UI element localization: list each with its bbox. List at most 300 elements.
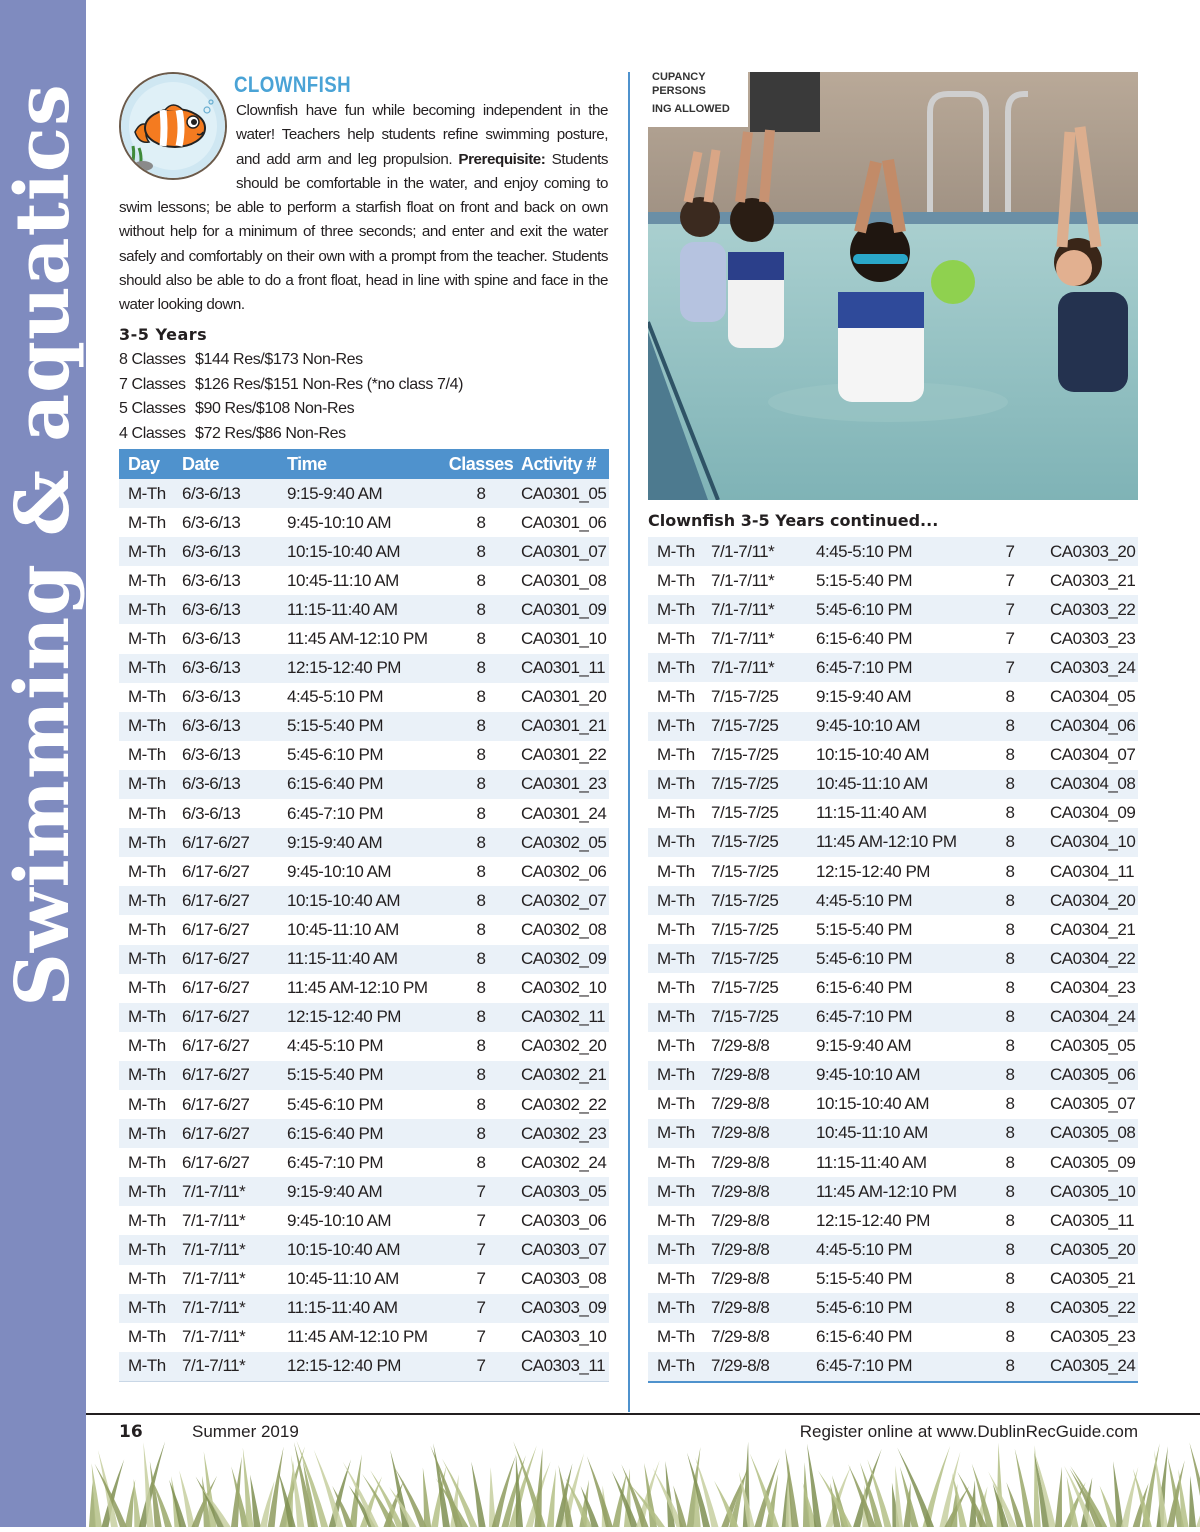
header-classes: Classes — [441, 449, 521, 479]
continued-heading: Clownfish 3-5 Years continued... — [648, 511, 939, 530]
cell-time: 6:15-6:40 PM — [287, 770, 441, 799]
cell-date: 7/1-7/11* — [182, 1323, 287, 1352]
table-row — [648, 1177, 1138, 1206]
cell-classes: 8 — [970, 1032, 1050, 1061]
cell-day: M-Th — [119, 1177, 182, 1206]
cell-time: 10:15-10:40 AM — [287, 886, 441, 915]
footer-rule — [86, 1413, 1200, 1415]
cell-time: 10:45-11:10 AM — [287, 566, 441, 595]
cell-time: 9:45-10:10 AM — [816, 712, 970, 741]
cell-activity: CA0301_10 — [521, 624, 609, 653]
cell-time: 10:45-11:10 AM — [816, 770, 970, 799]
cell-activity: CA0302_08 — [521, 915, 609, 944]
cell-classes: 8 — [970, 1323, 1050, 1352]
cell-date: 6/3-6/13 — [182, 566, 287, 595]
cell-activity: CA0302_24 — [521, 1148, 609, 1177]
cell-activity: CA0301_24 — [521, 799, 609, 828]
cell-activity: CA0301_08 — [521, 566, 609, 595]
cell-date: 7/29-8/8 — [711, 1177, 816, 1206]
cell-day: M-Th — [648, 1003, 711, 1032]
table-row — [119, 945, 609, 974]
cell-activity: CA0302_10 — [521, 974, 609, 1003]
cell-date: 6/17-6/27 — [182, 1061, 287, 1090]
cell-day: M-Th — [119, 1294, 182, 1323]
cell-activity: CA0305_07 — [1050, 1090, 1138, 1119]
class-count: 4 Classes — [119, 424, 186, 442]
table-row — [648, 537, 1138, 566]
cell-day: M-Th — [119, 857, 182, 886]
cell-day: M-Th — [119, 799, 182, 828]
cell-date: 6/17-6/27 — [182, 1003, 287, 1032]
cell-date: 6/17-6/27 — [182, 1032, 287, 1061]
table-row — [648, 1352, 1138, 1382]
cell-time: 11:15-11:40 AM — [287, 595, 441, 624]
cell-activity: CA0305_22 — [1050, 1293, 1138, 1322]
cell-classes: 8 — [970, 857, 1050, 886]
cell-day: M-Th — [119, 683, 182, 712]
class-title: CLOWNFISH — [234, 72, 352, 97]
cell-time: 4:45-5:10 PM — [816, 1235, 970, 1264]
cell-time: 10:15-10:40 AM — [287, 1235, 441, 1264]
cell-day: M-Th — [119, 1003, 182, 1032]
cell-activity: CA0305_05 — [1050, 1032, 1138, 1061]
cell-activity: CA0303_06 — [521, 1206, 609, 1235]
cell-activity: CA0302_09 — [521, 945, 609, 974]
cell-classes: 8 — [441, 566, 521, 595]
cell-date: 7/29-8/8 — [711, 1061, 816, 1090]
cell-activity: CA0303_08 — [521, 1265, 609, 1294]
cell-activity: CA0302_07 — [521, 886, 609, 915]
table-row — [119, 654, 609, 683]
cell-day: M-Th — [648, 1119, 711, 1148]
cell-day: M-Th — [648, 973, 711, 1002]
table-row — [648, 741, 1138, 770]
cell-day: M-Th — [648, 1032, 711, 1061]
table-row — [119, 1090, 609, 1119]
cell-date: 7/15-7/25 — [711, 682, 816, 711]
cell-day: M-Th — [648, 1264, 711, 1293]
cell-time: 12:15-12:40 PM — [816, 1206, 970, 1235]
table-row — [648, 1090, 1138, 1119]
cell-activity: CA0305_06 — [1050, 1061, 1138, 1090]
price: $144 Res/$173 Non-Res — [195, 351, 363, 368]
cell-activity: CA0302_20 — [521, 1032, 609, 1061]
cell-classes: 8 — [441, 712, 521, 741]
sign-line-1: CUPANCY — [652, 72, 706, 83]
cell-time: 11:45 AM-12:10 PM — [287, 624, 441, 653]
cell-time: 9:45-10:10 AM — [287, 857, 441, 886]
table-row — [119, 479, 609, 508]
cell-day: M-Th — [119, 915, 182, 944]
cell-time: 6:45-7:10 PM — [287, 1148, 441, 1177]
cell-day: M-Th — [119, 624, 182, 653]
cell-classes: 8 — [441, 857, 521, 886]
cell-date: 6/3-6/13 — [182, 654, 287, 683]
cell-day: M-Th — [119, 537, 182, 566]
cell-date: 7/29-8/8 — [711, 1323, 816, 1352]
cell-date: 7/1-7/11* — [182, 1265, 287, 1294]
cell-date: 6/3-6/13 — [182, 770, 287, 799]
cell-activity: CA0304_06 — [1050, 712, 1138, 741]
cell-classes: 8 — [970, 1090, 1050, 1119]
cell-activity: CA0302_21 — [521, 1061, 609, 1090]
class-description — [119, 99, 608, 318]
cell-day: M-Th — [648, 857, 711, 886]
cell-time: 10:45-11:10 AM — [816, 1119, 970, 1148]
table-row — [119, 1119, 609, 1148]
cell-date: 7/29-8/8 — [711, 1148, 816, 1177]
cell-day: M-Th — [119, 974, 182, 1003]
cell-activity: CA0301_09 — [521, 595, 609, 624]
cell-date: 7/1-7/11* — [182, 1235, 287, 1264]
cell-classes: 8 — [970, 828, 1050, 857]
cell-date: 6/3-6/13 — [182, 537, 287, 566]
cell-activity: CA0301_21 — [521, 712, 609, 741]
cell-classes: 7 — [970, 595, 1050, 624]
table-row — [648, 828, 1138, 857]
cell-classes: 8 — [441, 1061, 521, 1090]
cell-activity: CA0304_07 — [1050, 741, 1138, 770]
cell-time: 5:15-5:40 PM — [816, 1264, 970, 1293]
cell-day: M-Th — [648, 682, 711, 711]
cell-activity: CA0305_21 — [1050, 1264, 1138, 1293]
table-row — [119, 537, 609, 566]
table-row — [648, 566, 1138, 595]
cell-activity: CA0305_11 — [1050, 1206, 1138, 1235]
cell-day: M-Th — [648, 1090, 711, 1119]
table-row — [648, 1032, 1138, 1061]
cell-classes: 8 — [970, 682, 1050, 711]
cell-activity: CA0301_07 — [521, 537, 609, 566]
cell-date: 6/3-6/13 — [182, 479, 287, 508]
schedule-rows — [648, 537, 1138, 1382]
cell-day: M-Th — [119, 595, 182, 624]
cell-time: 11:45 AM-12:10 PM — [816, 1177, 970, 1206]
pricing-row — [119, 348, 463, 373]
cell-date: 7/15-7/25 — [711, 915, 816, 944]
cell-classes: 7 — [970, 537, 1050, 566]
cell-time: 5:15-5:40 PM — [287, 712, 441, 741]
cell-classes: 8 — [441, 1148, 521, 1177]
cell-activity: CA0305_09 — [1050, 1148, 1138, 1177]
cell-date: 7/29-8/8 — [711, 1119, 816, 1148]
cell-time: 11:15-11:40 AM — [287, 945, 441, 974]
cell-activity: CA0301_11 — [521, 654, 609, 683]
cell-activity: CA0304_11 — [1050, 857, 1138, 886]
cell-time: 6:45-7:10 PM — [816, 1352, 970, 1382]
cell-date: 7/29-8/8 — [711, 1090, 816, 1119]
table-row — [648, 799, 1138, 828]
cell-time: 10:15-10:40 AM — [816, 741, 970, 770]
cell-date: 6/3-6/13 — [182, 683, 287, 712]
cell-date: 7/15-7/25 — [711, 973, 816, 1002]
cell-activity: CA0303_22 — [1050, 595, 1138, 624]
price: $126 Res/$151 Non-Res (*no class 7/4) — [195, 375, 464, 393]
cell-classes: 8 — [441, 624, 521, 653]
cell-date: 7/29-8/8 — [711, 1032, 816, 1061]
cell-day: M-Th — [648, 624, 711, 653]
cell-classes: 8 — [970, 944, 1050, 973]
cell-activity: CA0301_20 — [521, 683, 609, 712]
cell-activity: CA0302_22 — [521, 1090, 609, 1119]
cell-day: M-Th — [119, 566, 182, 595]
cell-date: 6/3-6/13 — [182, 712, 287, 741]
pricing-row — [119, 397, 463, 422]
cell-activity: CA0303_24 — [1050, 653, 1138, 682]
table-row — [119, 1148, 609, 1177]
cell-day: M-Th — [648, 1352, 711, 1382]
grass-decoration — [86, 1440, 1200, 1527]
cell-date: 6/17-6/27 — [182, 1119, 287, 1148]
cell-date: 7/1-7/11* — [711, 566, 816, 595]
cell-activity: CA0302_23 — [521, 1119, 609, 1148]
price: $90 Res/$108 Non-Res — [195, 400, 355, 417]
cell-activity: CA0301_06 — [521, 508, 609, 537]
cell-day: M-Th — [648, 828, 711, 857]
table-row — [119, 1235, 609, 1264]
cell-activity: CA0304_22 — [1050, 944, 1138, 973]
table-row — [648, 1264, 1138, 1293]
table-row — [648, 944, 1138, 973]
cell-activity: CA0303_11 — [521, 1352, 609, 1382]
table-row — [119, 1032, 609, 1061]
cell-time: 11:45 AM-12:10 PM — [287, 1323, 441, 1352]
cell-day: M-Th — [648, 741, 711, 770]
cell-activity: CA0303_23 — [1050, 624, 1138, 653]
table-row — [119, 828, 609, 857]
header-time: Time — [287, 449, 441, 479]
cell-date: 6/17-6/27 — [182, 974, 287, 1003]
cell-time: 5:45-6:10 PM — [816, 595, 970, 624]
cell-day: M-Th — [119, 479, 182, 508]
cell-activity: CA0304_10 — [1050, 828, 1138, 857]
table-row — [648, 682, 1138, 711]
cell-classes: 8 — [441, 479, 521, 508]
cell-day: M-Th — [648, 770, 711, 799]
table-row — [648, 770, 1138, 799]
register-link[interactable]: Register online at www.DublinRecGuide.com — [799, 1422, 1138, 1441]
cell-activity: CA0303_05 — [521, 1177, 609, 1206]
cell-classes: 8 — [970, 1235, 1050, 1264]
sign-line-3: ING ALLOWED — [652, 103, 730, 115]
sign-line-2: PERSONS — [652, 85, 706, 97]
cell-day: M-Th — [648, 712, 711, 741]
cell-date: 7/15-7/25 — [711, 857, 816, 886]
cell-activity: CA0303_10 — [521, 1323, 609, 1352]
cell-time: 12:15-12:40 PM — [287, 654, 441, 683]
cell-time: 9:15-9:40 AM — [816, 682, 970, 711]
description-intro: Clownfish have fun while becoming independent in the water! Teachers help students refine swimming posture, and add arm and leg propulsion. — [236, 102, 608, 168]
table-row — [119, 508, 609, 537]
cell-classes: 8 — [441, 1090, 521, 1119]
table-row — [648, 973, 1138, 1002]
table-row — [648, 857, 1138, 886]
table-header — [119, 449, 609, 479]
cell-date: 6/3-6/13 — [182, 508, 287, 537]
cell-day: M-Th — [648, 653, 711, 682]
cell-activity: CA0305_20 — [1050, 1235, 1138, 1264]
cell-time: 4:45-5:10 PM — [816, 537, 970, 566]
cell-day: M-Th — [119, 1323, 182, 1352]
cell-activity: CA0304_05 — [1050, 682, 1138, 711]
pool-photo — [648, 72, 1138, 500]
cell-day: M-Th — [119, 1148, 182, 1177]
section-title: Swimming & aquatics — [0, 83, 86, 1007]
cell-date: 6/3-6/13 — [182, 624, 287, 653]
cell-time: 10:15-10:40 AM — [287, 537, 441, 566]
cell-time: 9:15-9:40 AM — [287, 479, 441, 508]
header-date: Date — [182, 449, 287, 479]
cell-classes: 7 — [441, 1352, 521, 1382]
cell-day: M-Th — [119, 1061, 182, 1090]
cell-activity: CA0302_05 — [521, 828, 609, 857]
cell-time: 10:15-10:40 AM — [816, 1090, 970, 1119]
cell-classes: 8 — [441, 1119, 521, 1148]
table-row — [648, 624, 1138, 653]
cell-day: M-Th — [119, 945, 182, 974]
cell-time: 5:45-6:10 PM — [287, 741, 441, 770]
pricing-list — [119, 348, 463, 446]
age-group-heading: 3-5 Years — [119, 325, 208, 344]
cell-date: 6/17-6/27 — [182, 1148, 287, 1177]
cell-activity: CA0305_10 — [1050, 1177, 1138, 1206]
cell-date: 6/17-6/27 — [182, 945, 287, 974]
cell-time: 6:15-6:40 PM — [816, 973, 970, 1002]
cell-classes: 8 — [441, 915, 521, 944]
cell-time: 10:45-11:10 AM — [287, 1265, 441, 1294]
cell-date: 7/29-8/8 — [711, 1293, 816, 1322]
cell-activity: CA0304_09 — [1050, 799, 1138, 828]
cell-activity: CA0302_06 — [521, 857, 609, 886]
cell-day: M-Th — [648, 537, 711, 566]
cell-time: 9:15-9:40 AM — [287, 1177, 441, 1206]
cell-day: M-Th — [648, 886, 711, 915]
table-row — [119, 1003, 609, 1032]
table-row — [119, 712, 609, 741]
cell-classes: 8 — [970, 1177, 1050, 1206]
cell-time: 12:15-12:40 PM — [816, 857, 970, 886]
cell-date: 7/15-7/25 — [711, 770, 816, 799]
cell-activity: CA0304_08 — [1050, 770, 1138, 799]
table-row — [648, 886, 1138, 915]
cell-time: 11:15-11:40 AM — [816, 799, 970, 828]
class-count: 8 Classes — [119, 351, 186, 368]
cell-classes: 8 — [441, 595, 521, 624]
cell-activity: CA0305_08 — [1050, 1119, 1138, 1148]
cell-day: M-Th — [648, 944, 711, 973]
cell-activity: CA0304_23 — [1050, 973, 1138, 1002]
cell-classes: 7 — [970, 624, 1050, 653]
cell-day: M-Th — [648, 595, 711, 624]
cell-classes: 8 — [970, 1206, 1050, 1235]
cell-day: M-Th — [119, 1032, 182, 1061]
cell-date: 7/15-7/25 — [711, 828, 816, 857]
cell-time: 12:15-12:40 PM — [287, 1003, 441, 1032]
cell-day: M-Th — [648, 799, 711, 828]
prerequisite-label: Prerequisite: — [458, 150, 546, 168]
table-row — [119, 974, 609, 1003]
cell-day: M-Th — [648, 1206, 711, 1235]
cell-day: M-Th — [119, 1206, 182, 1235]
cell-date: 7/1-7/11* — [182, 1352, 287, 1382]
table-row — [119, 1323, 609, 1352]
cell-classes: 8 — [970, 973, 1050, 1002]
table-row — [119, 566, 609, 595]
cell-time: 4:45-5:10 PM — [816, 886, 970, 915]
cell-classes: 8 — [970, 712, 1050, 741]
cell-date: 7/15-7/25 — [711, 944, 816, 973]
cell-classes: 8 — [441, 828, 521, 857]
cell-date: 6/3-6/13 — [182, 799, 287, 828]
pricing-row — [119, 373, 463, 398]
cell-activity: CA0303_09 — [521, 1294, 609, 1323]
schedule-table-left — [119, 449, 609, 1382]
class-count: 7 Classes — [119, 375, 186, 393]
cell-classes: 8 — [970, 1293, 1050, 1322]
page-number: 16 — [119, 1422, 143, 1442]
cell-classes: 8 — [970, 1352, 1050, 1382]
cell-day: M-Th — [648, 1293, 711, 1322]
cell-time: 6:45-7:10 PM — [816, 1003, 970, 1032]
table-row — [119, 595, 609, 624]
cell-time: 4:45-5:10 PM — [287, 683, 441, 712]
cell-time: 6:15-6:40 PM — [816, 1323, 970, 1352]
cell-classes: 8 — [441, 654, 521, 683]
season-label: Summer 2019 — [192, 1422, 299, 1441]
cell-time: 9:15-9:40 AM — [816, 1032, 970, 1061]
cell-classes: 8 — [970, 1264, 1050, 1293]
pricing-row — [119, 422, 463, 447]
table-row — [648, 653, 1138, 682]
schedule-rows — [119, 479, 609, 1381]
description-rest: Students should be comfortable in the water, and enjoy coming to swim lessons; be able to perform a starfish float on front and back on own without help for a minimum of three seconds; and enter and exit the water safely and comfortably on their own with a prompt from the teacher. Students should also be able to do a front float, head in line with spine and face in the water looking down. — [119, 150, 608, 314]
cell-classes: 8 — [441, 741, 521, 770]
table-row — [648, 1235, 1138, 1264]
cell-date: 7/1-7/11* — [182, 1294, 287, 1323]
cell-date: 6/17-6/27 — [182, 886, 287, 915]
cell-activity: CA0301_23 — [521, 770, 609, 799]
cell-classes: 7 — [441, 1177, 521, 1206]
table-row — [119, 1206, 609, 1235]
cell-activity: CA0305_24 — [1050, 1352, 1138, 1382]
cell-time: 4:45-5:10 PM — [287, 1032, 441, 1061]
cell-date: 7/15-7/25 — [711, 1003, 816, 1032]
cell-time: 10:45-11:10 AM — [287, 915, 441, 944]
cell-time: 11:15-11:40 AM — [816, 1148, 970, 1177]
header-day: Day — [119, 449, 182, 479]
cell-classes: 8 — [970, 770, 1050, 799]
cell-date: 7/29-8/8 — [711, 1264, 816, 1293]
cell-classes: 8 — [441, 1032, 521, 1061]
cell-time: 11:45 AM-12:10 PM — [816, 828, 970, 857]
cell-classes: 8 — [441, 683, 521, 712]
cell-classes: 8 — [441, 537, 521, 566]
cell-time: 5:45-6:10 PM — [287, 1090, 441, 1119]
section-sidebar — [0, 0, 86, 1527]
cell-activity: CA0304_24 — [1050, 1003, 1138, 1032]
header-activity: Activity # — [521, 449, 609, 479]
table-row — [648, 1206, 1138, 1235]
cell-classes: 8 — [441, 508, 521, 537]
cell-time: 12:15-12:40 PM — [287, 1352, 441, 1382]
cell-classes: 7 — [441, 1323, 521, 1352]
cell-classes: 8 — [970, 1061, 1050, 1090]
cell-day: M-Th — [119, 886, 182, 915]
cell-date: 6/17-6/27 — [182, 857, 287, 886]
cell-day: M-Th — [119, 770, 182, 799]
cell-day: M-Th — [119, 712, 182, 741]
cell-date: 7/1-7/11* — [711, 653, 816, 682]
